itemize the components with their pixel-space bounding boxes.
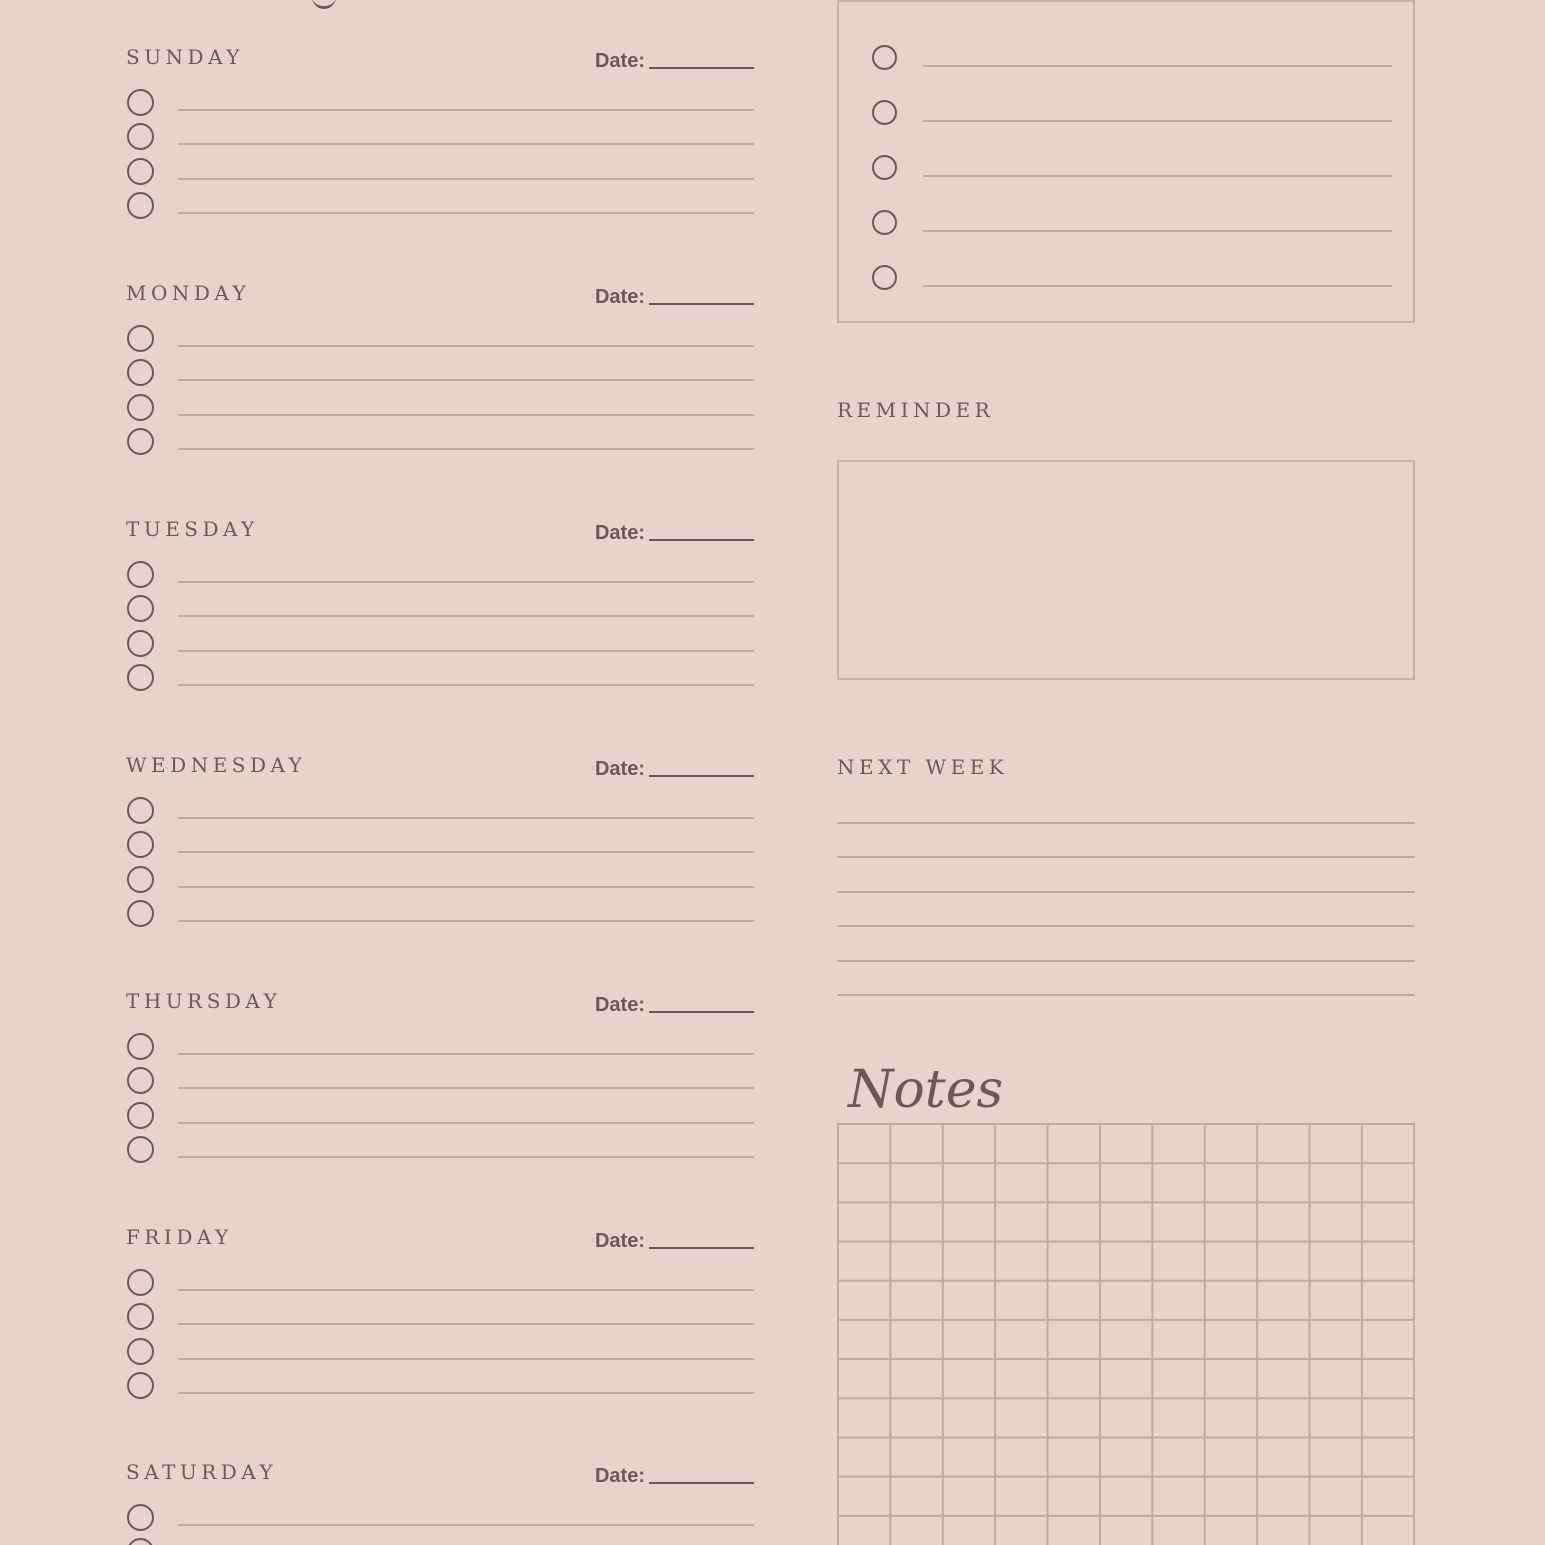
checkbox-circle[interactable] [127, 1269, 154, 1296]
task-line[interactable] [178, 414, 754, 416]
checklist-item[interactable] [872, 210, 1392, 240]
task-line[interactable] [178, 178, 754, 180]
date-label: Date: [594, 1465, 645, 1487]
task-row[interactable] [126, 1100, 754, 1134]
task-row[interactable] [126, 1031, 754, 1065]
task-line[interactable] [923, 230, 1392, 232]
task-line[interactable] [178, 1392, 754, 1394]
date-field[interactable] [595, 285, 754, 309]
checkbox-circle[interactable] [127, 561, 154, 588]
task-row[interactable] [126, 121, 754, 155]
day-label: FRIDAY [126, 1225, 233, 1249]
day-label: WEDNESDAY [126, 753, 307, 777]
task-line[interactable] [178, 886, 754, 888]
checkbox-circle[interactable] [127, 123, 154, 150]
task-line[interactable] [178, 1087, 754, 1089]
task-line[interactable] [923, 65, 1392, 67]
task-row[interactable] [126, 559, 754, 593]
checkbox-circle[interactable] [127, 428, 154, 455]
task-line[interactable] [923, 175, 1392, 177]
task-row[interactable] [126, 795, 754, 829]
date-field[interactable] [595, 757, 754, 781]
date-label: Date: [594, 50, 645, 72]
date-field[interactable] [595, 49, 754, 73]
checkbox-circle[interactable] [872, 45, 897, 70]
next-week-line[interactable] [837, 856, 1415, 858]
date-field[interactable] [595, 1464, 754, 1488]
task-row[interactable] [126, 1301, 754, 1335]
task-row[interactable] [126, 426, 754, 460]
reminder-title: REMINDER [837, 398, 995, 422]
next-week-line[interactable] [837, 960, 1415, 962]
task-line[interactable] [178, 920, 754, 922]
task-line[interactable] [178, 1358, 754, 1360]
checklist-item[interactable] [872, 100, 1392, 130]
task-row[interactable] [126, 662, 754, 696]
task-line[interactable] [178, 1323, 754, 1325]
date-line[interactable] [649, 1011, 754, 1013]
date-field[interactable] [595, 1229, 754, 1253]
day-sunday [126, 45, 754, 245]
checkbox-circle[interactable] [127, 1067, 154, 1094]
task-row[interactable] [126, 593, 754, 627]
checkbox-circle[interactable] [127, 158, 154, 185]
checkbox-circle[interactable] [127, 831, 154, 858]
checkbox-circle[interactable] [127, 1136, 154, 1163]
task-line[interactable] [178, 109, 754, 111]
day-monday [126, 281, 754, 481]
reminder-box[interactable] [837, 460, 1415, 680]
task-row[interactable] [126, 1370, 754, 1404]
checkbox-circle[interactable] [127, 1372, 154, 1399]
date-line[interactable] [649, 1482, 754, 1484]
task-line[interactable] [923, 120, 1392, 122]
checkbox-circle[interactable] [872, 210, 897, 235]
task-line[interactable] [178, 1053, 754, 1055]
checkbox-circle[interactable] [127, 1102, 154, 1129]
next-week-line[interactable] [837, 822, 1415, 824]
next-week-line[interactable] [837, 891, 1415, 893]
task-line[interactable] [178, 1122, 754, 1124]
task-line[interactable] [178, 684, 754, 686]
checkbox-circle[interactable] [127, 1303, 154, 1330]
day-label: MONDAY [126, 281, 251, 305]
checkbox-circle[interactable] [127, 394, 154, 421]
date-label: Date: [594, 994, 645, 1016]
task-line[interactable] [178, 143, 754, 145]
checkbox-circle[interactable] [127, 866, 154, 893]
task-line[interactable] [178, 817, 754, 819]
task-line[interactable] [178, 448, 754, 450]
date-field[interactable] [595, 521, 754, 545]
task-line[interactable] [178, 851, 754, 853]
date-line[interactable] [649, 303, 754, 305]
notes-grid[interactable] [837, 1123, 1415, 1545]
task-line[interactable] [178, 379, 754, 381]
checkbox-circle[interactable] [872, 100, 897, 125]
checkbox-circle[interactable] [127, 900, 154, 927]
next-week-title: NEXT WEEK [837, 755, 1009, 779]
checkbox-circle[interactable] [872, 155, 897, 180]
task-row[interactable] [126, 1134, 754, 1168]
task-row[interactable] [126, 87, 754, 121]
task-row[interactable] [126, 1065, 754, 1099]
task-line[interactable] [178, 581, 754, 583]
day-label: TUESDAY [126, 517, 259, 541]
task-row[interactable] [126, 392, 754, 426]
checkbox-circle[interactable] [127, 89, 154, 116]
task-line[interactable] [178, 1524, 754, 1526]
date-label: Date: [594, 522, 645, 544]
day-wednesday [126, 753, 754, 953]
checkbox-circle[interactable] [127, 1504, 154, 1531]
day-label: THURSDAY [126, 989, 282, 1013]
checkbox-circle[interactable] [127, 1538, 154, 1545]
task-row[interactable] [126, 1536, 754, 1545]
checkbox-circle[interactable] [127, 797, 154, 824]
task-line[interactable] [178, 615, 754, 617]
task-line[interactable] [178, 1156, 754, 1158]
checklist-item[interactable] [872, 155, 1392, 185]
day-thursday [126, 989, 754, 1189]
task-row[interactable] [126, 829, 754, 863]
checklist-item[interactable] [872, 45, 1392, 75]
task-row[interactable] [126, 864, 754, 898]
title-letter-fragment [312, 0, 336, 9]
task-row[interactable] [126, 156, 754, 190]
task-line[interactable] [923, 285, 1392, 287]
task-row[interactable] [126, 357, 754, 391]
date-line[interactable] [649, 775, 754, 777]
checkbox-circle[interactable] [872, 265, 897, 290]
day-tuesday [126, 517, 754, 717]
checkbox-circle[interactable] [127, 325, 154, 352]
day-saturday [126, 1460, 754, 1545]
checkbox-circle[interactable] [127, 1033, 154, 1060]
next-week-line[interactable] [837, 925, 1415, 927]
checkbox-circle[interactable] [127, 664, 154, 691]
checkbox-circle[interactable] [127, 595, 154, 622]
day-label: SUNDAY [126, 45, 244, 69]
task-line[interactable] [178, 650, 754, 652]
checkbox-circle[interactable] [127, 359, 154, 386]
date-label: Date: [594, 758, 645, 780]
date-line[interactable] [649, 67, 754, 69]
task-row[interactable] [126, 1336, 754, 1370]
notes-title: Notes [848, 1060, 1004, 1120]
checkbox-circle[interactable] [127, 192, 154, 219]
day-label: SATURDAY [126, 1460, 278, 1484]
checkbox-circle[interactable] [127, 630, 154, 657]
priority-checklist-box [837, 0, 1415, 323]
checkbox-circle[interactable] [127, 1338, 154, 1365]
task-row[interactable] [126, 898, 754, 932]
date-label: Date: [594, 1230, 645, 1252]
task-row[interactable] [126, 1267, 754, 1301]
task-row[interactable] [126, 323, 754, 357]
task-row[interactable] [126, 628, 754, 662]
checklist-item[interactable] [872, 265, 1392, 295]
date-line[interactable] [649, 539, 754, 541]
date-field[interactable] [595, 993, 754, 1017]
task-row[interactable] [126, 1502, 754, 1536]
day-friday [126, 1225, 754, 1425]
date-line[interactable] [649, 1247, 754, 1249]
task-line[interactable] [178, 1289, 754, 1291]
task-line[interactable] [178, 212, 754, 214]
date-label: Date: [594, 286, 645, 308]
next-week-line[interactable] [837, 994, 1415, 996]
task-row[interactable] [126, 190, 754, 224]
task-line[interactable] [178, 345, 754, 347]
